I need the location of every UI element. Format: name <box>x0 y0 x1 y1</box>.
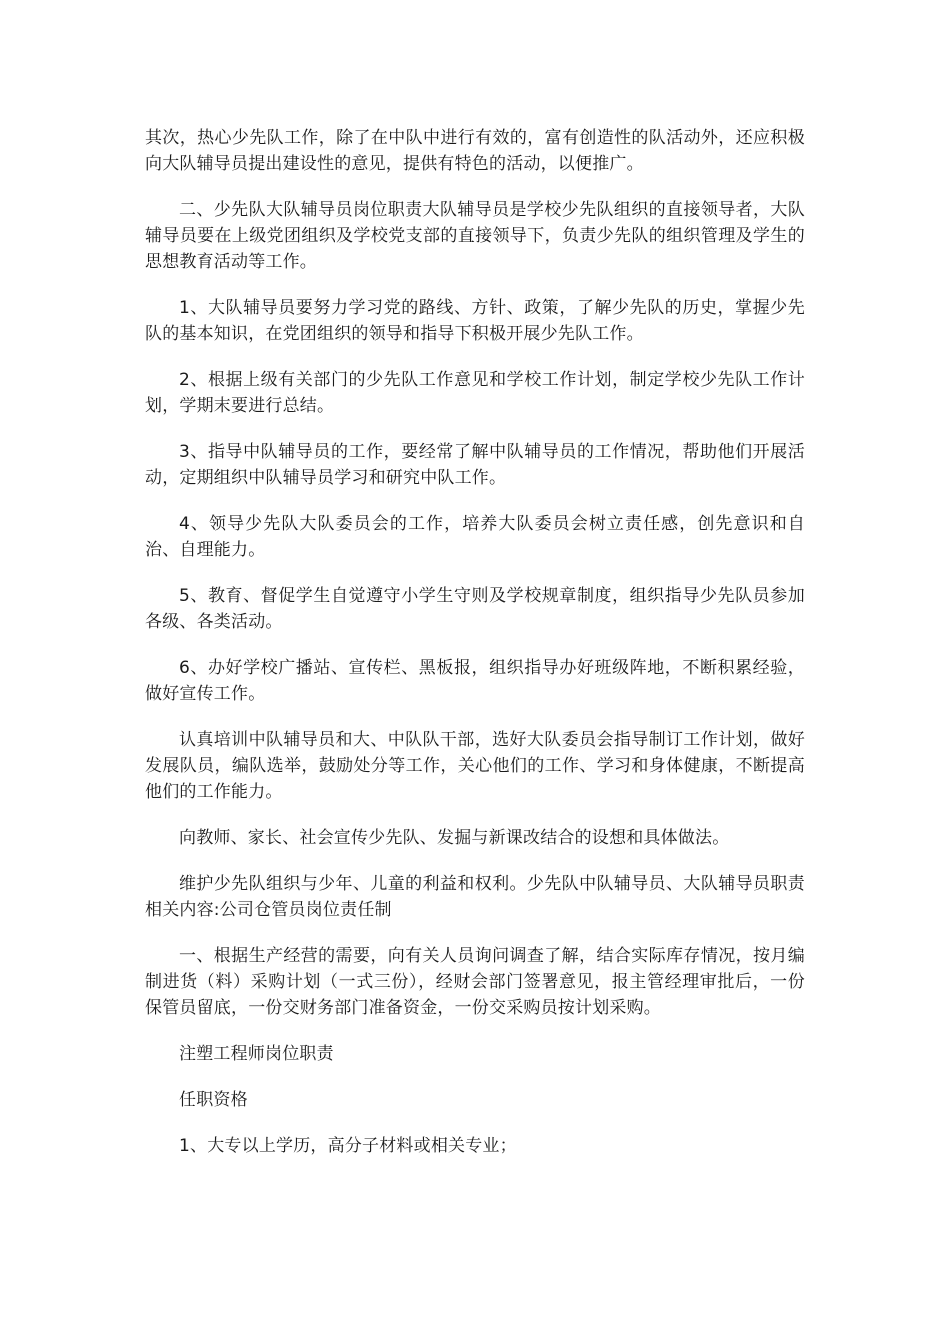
paragraph-9: 认真培训中队辅导员和大、中队队干部，选好大队委员会指导制订工作计划，做好发展队员，编队选举，鼓励处分等工作，关心他们的工作、学习和身体健康，不断提高他们的工作能力。 <box>145 730 805 802</box>
paragraph-8: 6、办好学校广播站、宣传栏、黑板报，组织指导办好班级阵地，不断积累经验，做好宣传工作。 <box>145 658 805 704</box>
paragraph-11: 维护少先队组织与少年、儿童的利益和权利。少先队中队辅导员、大队辅导员职责 相关内容:公司仓管员岗位责任制 <box>145 874 805 920</box>
paragraph-6: 4、领导少先队大队委员会的工作，培养大队委员会树立责任感，创先意识和自治、自理能力。 <box>145 514 805 560</box>
document-body <box>145 125 805 1159</box>
paragraph-7: 5、教育、督促学生自觉遵守小学生守则及学校规章制度，组织指导少先队员参加各级、各类活动。 <box>145 586 805 632</box>
paragraph-4: 2、根据上级有关部门的少先队工作意见和学校工作计划，制定学校少先队工作计划，学期末要进行总结。 <box>145 370 805 416</box>
paragraph-15: 1、大专以上学历，高分子材料或相关专业； <box>179 1136 517 1156</box>
paragraph-12: 一、根据生产经营的需要，向有关人员询问调查了解，结合实际库存情况，按月编制进货（料）采购计划（一式三份），经财会部门签署意见，报主管经理审批后，一份保管员留底，一份交财务部门准备资金，一份交采购员按计划采购。 <box>145 946 805 1018</box>
paragraph-10: 向教师、家长、社会宣传少先队、发掘与新课改结合的设想和具体做法。 <box>179 828 730 848</box>
paragraph-3: 1、大队辅导员要努力学习党的路线、方针、政策，了解少先队的历史，掌握少先队的基本知识，在党团组织的领导和指导下积极开展少先队工作。 <box>145 298 805 344</box>
paragraph-2: 二、少先队大队辅导员岗位职责大队辅导员是学校少先队组织的直接领导者，大队辅导员要在上级党团组织及学校党支部的直接领导下，负责少先队的组织管理及学生的思想教育活动等工作。 <box>145 200 805 272</box>
paragraph-1: 其次，热心少先队工作，除了在中队中进行有效的，富有创造性的队活动外，还应积极向大队辅导员提出建设性的意见，提供有特色的活动，以便推广。 <box>145 128 805 174</box>
paragraph-14: 任职资格 <box>179 1090 248 1110</box>
paragraph-13: 注塑工程师岗位职责 <box>179 1044 334 1064</box>
paragraph-5: 3、指导中队辅导员的工作，要经常了解中队辅导员的工作情况，帮助他们开展活动，定期组织中队辅导员学习和研究中队工作。 <box>145 442 805 488</box>
